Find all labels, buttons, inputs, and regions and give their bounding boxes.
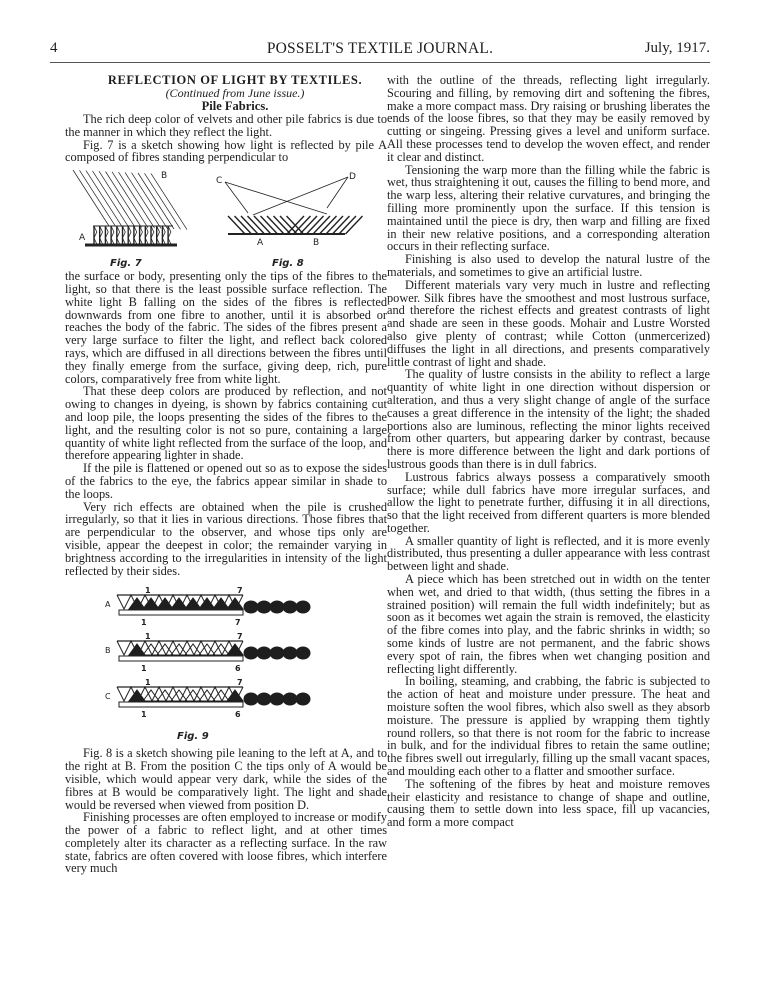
fig9-ground-bar [119,702,243,707]
paragraph: That these deep colors are produced by reflection, and not owing to changes in dyeing, is shown by fabrics containing cut and loop pile, the loops presenting the sides of the fibres to the light, and the resulting color is not so pure, containing a large quantity of white light reflected from the surface of the loop, and therefore appearing lighter in shade. [65,384,387,463]
fig9-row-bottom-right-num: 6 [235,664,241,674]
fig8-label-b: B [313,238,320,249]
fig9-bead [244,647,259,660]
fig9-row-a [105,586,311,627]
fig7-light-rays [73,170,187,230]
fig9-row-top-right-num: 7 [237,632,243,642]
fig9-ground-bar [119,610,243,615]
paragraph: In boiling, steaming, and crabbing, the fabric is subjected to the action of heat and moisture under pressure. The heat and moisture soften the wool fibres, which also swell as they absorb moisture. The pressure is applied by wrapping them tightly round rollers, so that there is not room for the fabric to increase in bulk, and for the individual fibres to retain the same outline; the fibres swell out irregularly, filling up the small vacant spaces, and moulding each other to a flatter and smoother surface. [387,674,710,779]
fig9-caption: Fig. 9 [177,731,209,743]
fig9-row-top-left-num: 1 [145,586,151,596]
fig9-row-bottom-left-num: 1 [141,710,147,720]
figure-9 [65,583,387,743]
paragraph: A piece which has been stretched out in width on the tenter when wet, and dried to that width, (thus setting the fibres in a strained position) will remain the full width indefinitely; but as soon as it becomes wet again the strain is removed, the elasticity of the fibre comes into play, and the fabric shrinks in width; so some kinds of lustre are not permanent, and the fabric shows every spot of rain, the fibres when wet changing position and reflecting light differently. [387,572,710,676]
fig9-row-b [105,632,311,673]
fig9-bead [244,601,259,614]
journal-title: POSSELT'S TEXTILE JOURNAL. [266,40,494,57]
paragraph: Very rich effects are obtained when the pile is crushed irregularly, so that it lies in various directions. Those fibres that are perpendicular to the observer, and whose tips only are visible, appear the deepest in color; the remainder varying in brightness according to the irregularities in intensity of the light reflected by their sides. [65,499,387,578]
section-heading: Pile Fabrics. [201,99,269,113]
right-column [387,74,710,829]
paragraph: A smaller quantity of light is reflected, and it is more evenly distributed, thus presenting a duller appearance with less contrast between light and shade. [387,533,710,574]
fig9-bead [257,693,272,706]
article-continued-note: (Continued from June issue.) [165,86,305,100]
fig9-row-top-right-num: 7 [237,586,243,596]
paragraph: Finishing processes are often employed to increase or modify the power of a fabric to reflect light, and at other times completely alter its character as a reflecting surface. In the raw state, fabrics are often covered with loose fibres, which interfere very much [65,810,387,876]
fig9-row-label: B [105,646,111,656]
fig7-pile-fibres [94,226,171,244]
fig8-diagram [225,177,363,234]
fig7-caption: Fig. 7 [110,258,142,269]
fig8-caption: Fig. 8 [272,258,304,269]
fig8-ray-c-to-b [225,182,327,214]
fig9-bead [244,693,259,706]
fig8-ray-c-to-a [225,182,248,213]
fig9-row-bottom-left-num: 1 [141,618,147,628]
fig9-bead [270,647,285,660]
left-column [65,74,387,875]
paragraph: The softening of the fibres by heat and moisture removes their elasticity and resistance to change of shape and outline, causing them to settle down into less space, fill up vacancies, and form a more compact [387,776,710,830]
page-number: 4 [50,40,58,56]
fig9-row-label: A [105,600,111,610]
paragraph: with the outline of the threads, reflecting light irregularly. Scouring and filling, by removing dirt and softening the fibres, make a more compact mass. Dry raising or brushing liberates the ends of the loose fibres, so that they may be easily removed by cutting or singeing. Pressing gives a level and uniform surface. All these processes tend to develop the woven effect, and render it clear and distinct. [387,73,710,164]
paragraph: Fig. 8 is a sketch showing pile leaning to the left at A, and to the right at B. From the position C the tips only of A would be visible, which would appear very dark, while the sides of the fibres at B would be comparatively light. The light and shade would be reversed when viewed from position D. [65,746,387,812]
fig9-bead [296,601,311,614]
fig9-row-top-right-num: 7 [237,678,243,688]
fig9-bead [283,647,298,660]
paragraph: Different materials vary very much in lustre and reflecting power. Silk fibres have the smoothest and most lustrous surface, and therefore the richest effects and greatest contrasts of light and shade are seen in these goods. Mohair and Lustre Worsted also give plenty of contrast; while Cotton (unmercerized) diffuses the light in all directions, and presents comparatively little contrast of light and shade. [387,277,710,369]
fig7-diagram [73,170,187,245]
article-title: REFLECTION OF LIGHT BY TEXTILES. [107,73,363,87]
paragraph: Finishing is also used to develop the natural lustre of the materials, and sometimes to give an artificial lustre. [387,252,710,279]
fig9-row-bottom-right-num: 7 [235,618,241,628]
fig8-ray-d-to-a [253,177,348,215]
fig9-bead [296,647,311,660]
paragraph: If the pile is flattened or opened out so as to expose the sides of the fabrics to the eye, the fabrics appear similar in shade to the loops. [65,461,387,501]
running-header [50,40,710,63]
fig9-row-c [105,678,311,719]
fig9-row-top-left-num: 1 [145,678,151,688]
fig9-ground-bar [119,656,243,661]
fig9-bead [257,647,272,660]
fig9-bead [283,693,298,706]
fig9-bead [296,693,311,706]
paragraph: Tensioning the warp more than the filling while the fabric is wet, thus straightening it out, causes the filling to bend more, and the warp less, altering their relative curvatures, and bringing the filling more prominently upon the surface. If this tension is maintained until the piece is dry, then warp and filling are fixed in their new relative positions, and a corresponding alteration occurs in their reflecting surface. [387,162,710,254]
fig9-row-label: C [105,692,111,702]
fig9-row-top-left-num: 1 [145,632,151,642]
fig9-bead [283,601,298,614]
fig8-label-d: D [349,172,356,183]
fig9-bead [270,601,285,614]
fig8-ray-d-to-b [327,177,348,208]
fig7-label-a: A [79,233,86,244]
fig8-pile-a [228,216,304,234]
fig8-label-c: C [216,176,223,187]
figures-7-and-8 [65,168,387,268]
fig9-bead [257,601,272,614]
issue-date: July, 1917. [644,40,710,56]
fig8-pile-b [287,216,363,234]
fig7-label-b: B [161,171,168,182]
paragraph: The quality of lustre consists in the ability to reflect a large quantity of white light in one direction without dispersion or alteration, and thus a very slight change of angle of the surface causes a great difference in the intensity of the light; the shaded portions also are luminous, reflecting the minor lights received from other quarters, but appearing darker by contrast, because there is more difference between the light and dark portions of lustrous goods than there is in dull fabrics. [387,367,710,471]
fig9-row-bottom-right-num: 6 [235,710,241,720]
paragraph: Lustrous fabrics always possess a comparatively smooth surface; while dull fabrics have more irregular surfaces, and allow the light to penetrate further, diffusing it in all directions, so that the light received from different quarters is more blended together. [387,469,710,535]
fig9-row-bottom-left-num: 1 [141,664,147,674]
fig9-bead [270,693,285,706]
paragraph: Fig. 7 is a sketch showing how light is reflected by pile A composed of fibres standing perpendicular to [65,137,387,165]
paragraph: the surface or body, presenting only the tips of the fibres to the light, so that there is the least possible surface reflection. The white light B falling on the sides of the fibres is reflected downwards from one fibre to another, until it is absorbed or reaches the body of the fabric. The sides of the fibres present a very large surface to filter the light, and reflect back colored rays, which are diffused in all directions between the fibres until they finally emerge from the surface, giving deep, rich, pure colors, comparatively free from white light. [65,269,387,386]
fig8-label-a: A [257,238,264,249]
paragraph: The rich deep color of velvets and other pile fabrics is due to the manner in which they reflect the light. [65,112,387,139]
